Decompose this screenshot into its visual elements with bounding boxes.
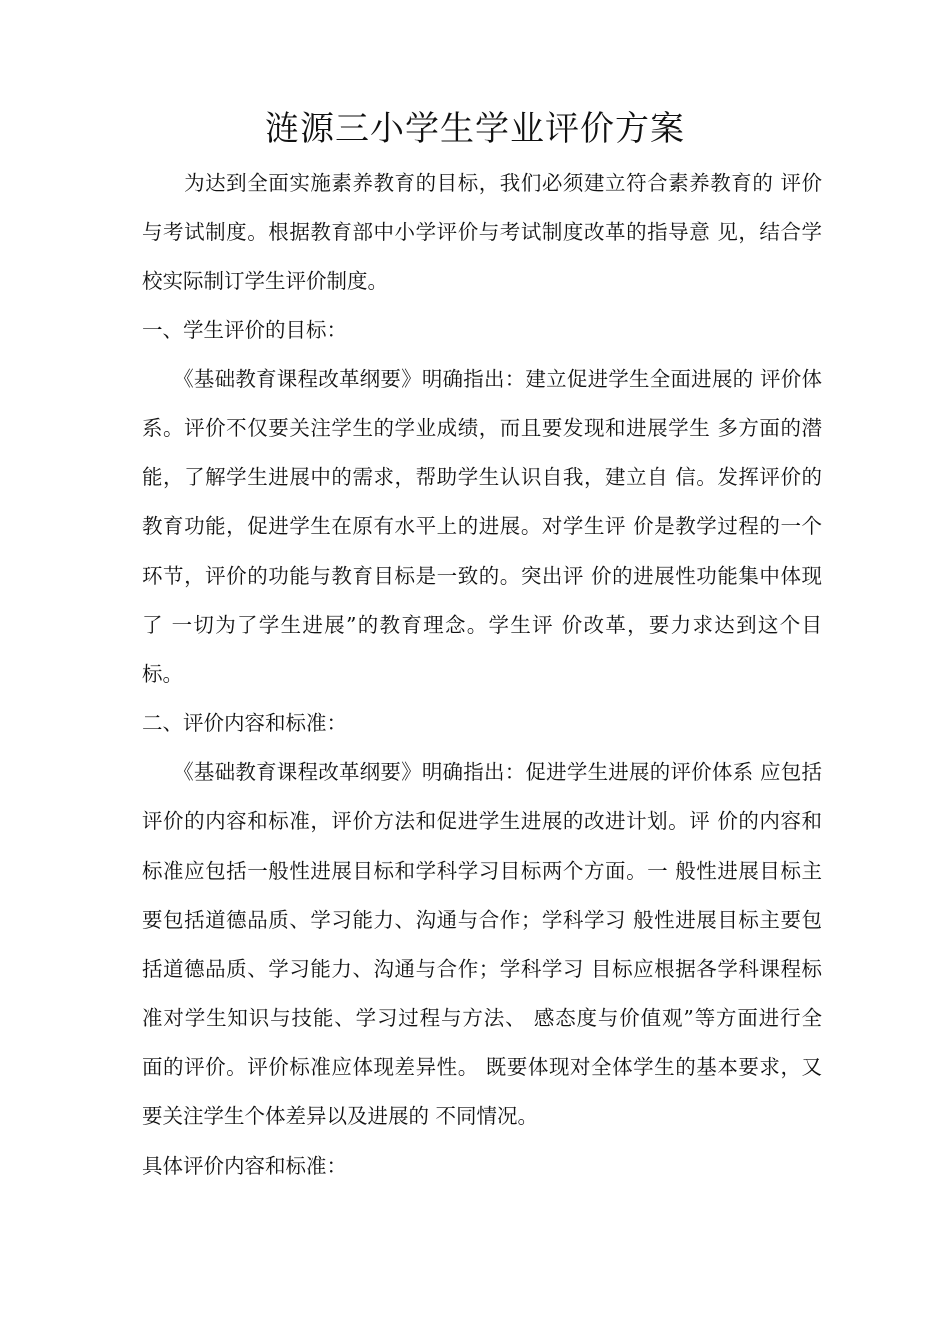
document-title: 涟源三小学生学业评价方案 xyxy=(265,109,685,149)
text-line: 标准应包括一般性进展目标和学科学习目标两个方面。一 般性进展目标主 xyxy=(142,859,822,883)
text-line: 环节，评价的功能与教育目标是一致的。突出评 价的进展性功能集中体现 xyxy=(142,564,822,588)
text-line: 《基础教育课程改革纲要》明确指出：促进学生进展的评价体系 应包括 xyxy=(142,760,822,784)
text-line: 系。评价不仅要关注学生的学业成绩，而且要发现和进展学生 多方面的潜 xyxy=(142,416,822,440)
text-line: 教育功能，促进学生在原有水平上的进展。对学生评 价是教学过程的一个 xyxy=(142,514,822,538)
text-line: 要包括道德品质、学习能力、沟通与合作；学科学习 般性进展目标主要包 xyxy=(142,908,822,932)
text-line: 标。 xyxy=(142,662,183,686)
text-line: 能，了解学生进展中的需求，帮助学生认识自我，建立自 信。发挥评价的 xyxy=(142,465,822,489)
section-heading: 一、学生评价的目标： xyxy=(142,318,347,342)
text-line: 评价的内容和标准，评价方法和促进学生进展的改进计划。评 价的内容和 xyxy=(142,809,822,833)
text-line: 与考试制度。根据教育部中小学评价与考试制度改革的指导意 见，结合学 xyxy=(142,220,822,244)
text-line: 面的评价。评价标准应体现差异性。 既要体现对全体学生的基本要求，又 xyxy=(142,1055,822,1079)
text-line: 括道德品质、学习能力、沟通与合作；学科学习 目标应根据各学科课程标 xyxy=(142,957,822,981)
section-heading: 具体评价内容和标准： xyxy=(142,1154,347,1178)
text-line: 要关注学生个体差异以及进展的 不同情况。 xyxy=(142,1104,539,1128)
text-line: 《基础教育课程改革纲要》明确指出：建立促进学生全面进展的 评价体 xyxy=(142,367,822,391)
text-line: 校实际制订学生评价制度。 xyxy=(142,269,388,293)
text-line: 为达到全面实施素养教育的目标，我们必须建立符合素养教育的 评价 xyxy=(142,171,822,195)
section-heading: 二、评价内容和标准： xyxy=(142,711,347,735)
text-line: 了 一切为了学生进展”的教育理念。学生评 价改革，要力求达到这个目 xyxy=(142,613,822,637)
text-line: 准对学生知识与技能、学习过程与方法、 感态度与价值观”等方面进行全 xyxy=(142,1006,822,1030)
